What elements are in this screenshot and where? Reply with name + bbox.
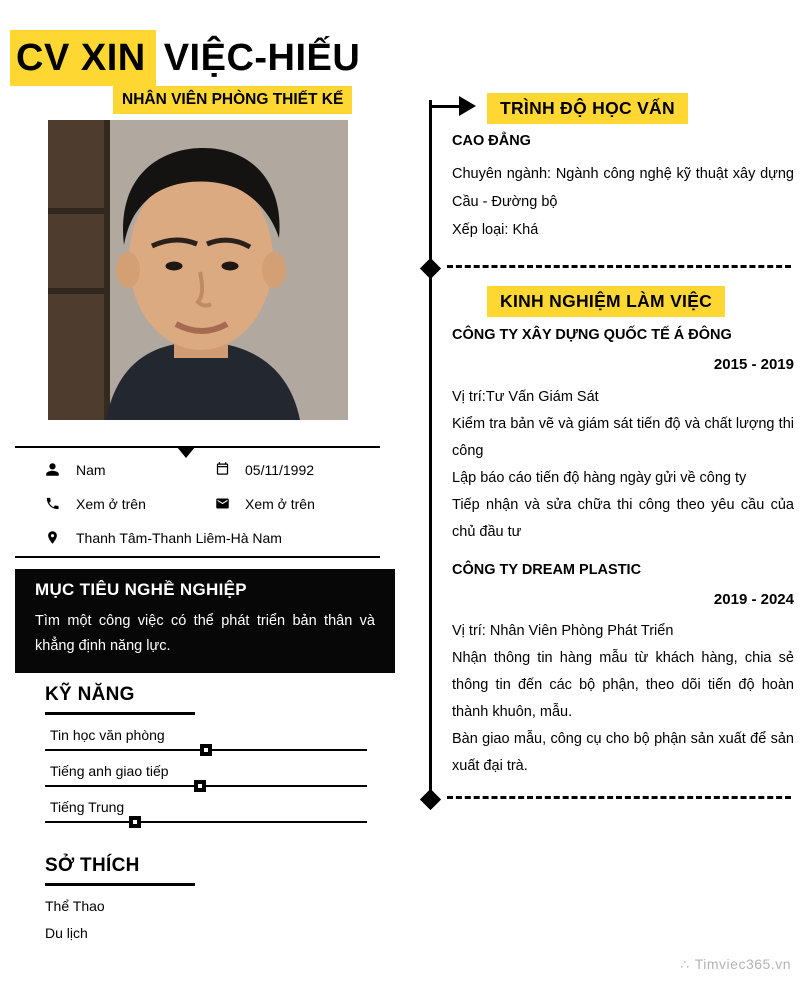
job-role: Vị trí: Nhân Viên Phòng Phát Triển [452, 623, 674, 639]
skill-label: Tin học văn phòng [50, 727, 165, 743]
job-duty: Lập báo cáo tiến độ hàng ngày gửi về công ty [452, 470, 747, 486]
skill-track [45, 821, 367, 823]
skill-slider [45, 744, 367, 756]
skill-slider [45, 780, 367, 792]
envelope-icon [215, 496, 230, 511]
divider-top [15, 446, 380, 448]
calendar-icon [215, 461, 230, 476]
job-duty: Bàn giao mẫu, công cụ cho bộ phận sản xuất để sản xuất đại trà. [452, 731, 794, 774]
job-duty: Kiểm tra bản vẽ và giám sát tiến độ và chất lượng thi công [452, 416, 794, 459]
job-role: Vị trí:Tư Vấn Giám Sát [452, 389, 599, 405]
skill-label: Tiếng Trung [50, 799, 125, 815]
person-icon [45, 462, 60, 477]
skill-slider [45, 816, 367, 828]
divider-info-bottom [15, 556, 380, 558]
hobbies-heading: SỞ THÍCH [45, 855, 140, 876]
watermark-dots-icon: ∴ [680, 956, 690, 972]
objective-heading: MỤC TIÊU NGHỀ NGHIỆP [35, 580, 247, 599]
skill-marker [129, 816, 141, 828]
objective-body: Tìm một công việc có thể phát triển bản thân và khẳng định năng lực. [35, 613, 375, 654]
job-details [452, 384, 794, 546]
job-details [452, 618, 794, 780]
page-title-rest: VIỆC-HIẾU [163, 37, 361, 80]
birthday-value: 05/11/1992 [245, 462, 315, 478]
timeline-line [429, 100, 432, 801]
education-degree: CAO ĐẲNG [452, 133, 531, 149]
company-name: CÔNG TY DREAM PLASTIC [452, 562, 642, 578]
experience-heading: KINH NGHIỆM LÀM VIỆC [487, 286, 725, 317]
education-details [452, 160, 794, 244]
dashed-separator [447, 796, 791, 799]
skill-track [45, 785, 367, 787]
company-name: CÔNG TY XÂY DỰNG QUỐC TẾ Á ĐÔNG [452, 327, 732, 343]
timeline-diamond-icon [420, 789, 441, 810]
location-pin-icon [45, 530, 60, 545]
phone-value: Xem ở trên [76, 496, 146, 512]
education-major: Chuyên ngành: Ngành công nghệ kỹ thuật xây dựng Cầu - Đường bộ [452, 166, 794, 210]
hobby-item: Du lịch [45, 925, 88, 941]
watermark [680, 956, 791, 973]
skills-heading-rule [45, 712, 195, 715]
skill-marker [194, 780, 206, 792]
dashed-separator [447, 265, 791, 268]
page-title [10, 37, 360, 80]
hobby-item: Thể Thao [45, 898, 105, 914]
job-title-subtitle: NHÂN VIÊN PHÒNG THIẾT KẾ [113, 86, 352, 114]
page-title-highlight: CV XIN [10, 30, 156, 86]
education-grade: Xếp loại: Khá [452, 222, 539, 238]
timeline-arrow-segment [429, 105, 461, 108]
skill-marker [200, 744, 212, 756]
timeline-arrow-icon [459, 96, 476, 116]
skill-label: Tiếng anh giao tiếp [50, 763, 169, 779]
objective-section [15, 569, 395, 673]
watermark-text: Timviec365.vn [694, 956, 791, 972]
skills-heading: KỸ NĂNG [45, 684, 135, 705]
address-value: Thanh Tâm-Thanh Liêm-Hà Nam [76, 530, 282, 546]
profile-photo-illustration [48, 120, 348, 420]
divider-arrow-down-icon [177, 447, 195, 458]
gender-value: Nam [76, 462, 106, 478]
job-period: 2019 - 2024 [713, 591, 794, 608]
job-duty: Tiếp nhận và sửa chữa thi công theo yêu cầu của chủ đầu tư [452, 497, 794, 540]
education-heading: TRÌNH ĐỘ HỌC VẤN [487, 93, 688, 124]
email-value: Xem ở trên [245, 496, 315, 512]
profile-photo [48, 120, 348, 420]
timeline-diamond-icon [420, 258, 441, 279]
job-period: 2015 - 2019 [713, 356, 794, 373]
phone-icon [45, 496, 60, 511]
job-duty: Nhận thông tin hàng mẫu từ khách hàng, chia sẻ thông tin đến các bộ phận, theo dõi tiến độ hoàn thành khuôn, mẫu. [452, 650, 794, 720]
hobbies-heading-rule [45, 883, 195, 886]
